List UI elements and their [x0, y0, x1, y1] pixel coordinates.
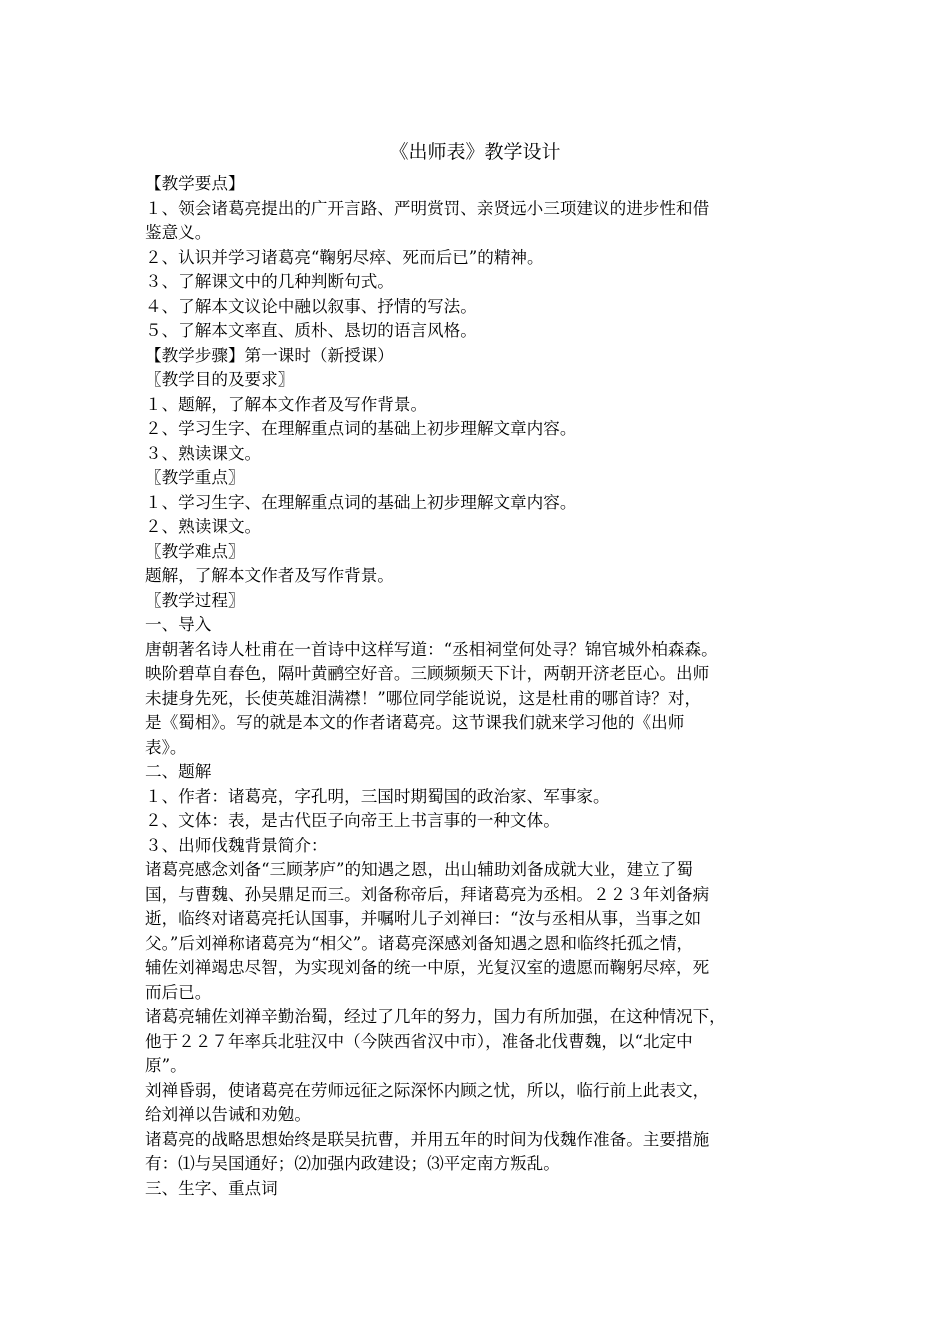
text-line: １、题解，了解本文作者及写作背景。	[145, 394, 428, 414]
text-line: 三、生字、重点词	[145, 1178, 278, 1198]
text-line: 鉴意义。	[145, 223, 212, 242]
text-line: ３、熟读课文。	[145, 443, 262, 463]
text-line: 〖教学过程〗	[145, 590, 245, 610]
text-line: 他于２２７年率兵北驻汉中（今陕西省汉中市），准备北伐曹魏，以“北定中	[145, 1031, 693, 1051]
text-line: １、学习生字、在理解重点词的基础上初步理解文章内容。	[145, 492, 577, 512]
text-line: 表》。	[145, 737, 187, 757]
text-line: 而后已。	[145, 982, 212, 1002]
text-line: 未捷身先死，长使英雄泪满襟！”哪位同学能说说，这是杜甫的哪首诗？对，	[145, 688, 702, 708]
text-line: 〖教学重点〗	[145, 468, 245, 487]
text-line: 【教学步骤】第一课时（新授课）	[145, 345, 394, 365]
text-line: ４、了解本文议论中融以叙事、抒情的写法。	[145, 296, 477, 316]
text-line: 是《蜀相》。写的就是本文的作者诸葛亮。这节课我们就来学习他的《出师	[145, 713, 685, 732]
text-line: ２、文体：表，是古代臣子向帝王上书言事的一种文体。	[145, 811, 560, 830]
text-line: 〖教学目的及要求〗	[145, 370, 295, 389]
text-line: 父。”后刘禅称诸葛亮为“相父”。诸葛亮深感刘备知遇之恩和临终托孤之情，	[145, 933, 694, 953]
text-line: 映阶碧草自春色，隔叶黄鹂空好音。三顾频频天下计，两朝开济老臣心。出师	[145, 664, 710, 683]
text-line: 题解，了解本文作者及写作背景。	[145, 566, 394, 585]
text-line: ２、学习生字、在理解重点词的基础上初步理解文章内容。	[145, 419, 577, 438]
text-line: 二、题解	[145, 762, 212, 781]
text-line: 逝，临终对诸葛亮托认国事，并嘱咐儿子刘禅曰：“汝与丞相从事，当事之如	[145, 909, 702, 928]
text-line: ５、了解本文率直、质朴、恳切的语言风格。	[145, 321, 477, 340]
document-title: 《出师表》教学设计	[389, 141, 561, 163]
text-line: 唐朝著名诗人杜甫在一首诗中这样写道：“丞相祠堂何处寻？锦官城外柏森森。	[145, 639, 718, 659]
text-line: 诸葛亮辅佐刘禅辛勤治蜀，经过了几年的努力，国力有所加强，在这种情况下，	[145, 1007, 726, 1026]
text-line: 有：⑴与吴国通好；⑵加强内政建设；⑶平定南方叛乱。	[145, 1154, 560, 1173]
text-line: １、领会诸葛亮提出的广开言路、严明赏罚、亲贤远小三项建议的进步性和借	[145, 198, 710, 218]
text-line: ３、了解课文中的几种判断句式。	[145, 272, 394, 291]
text-line: 诸葛亮的战略思想始终是联吴抗曹，并用五年的时间为伐魏作准备。主要措施	[145, 1129, 710, 1149]
text-line: 〖教学难点〗	[145, 541, 245, 561]
text-line: １、作者：诸葛亮，字孔明，三国时期蜀国的政治家、军事家。	[145, 786, 610, 806]
text-line: 【教学要点】	[145, 174, 245, 193]
text-line: 一、导入	[145, 615, 212, 634]
text-line: 原”。	[145, 1056, 187, 1075]
text-line: ２、认识并学习诸葛亮“鞠躬尽瘁、死而后已”的精神。	[145, 247, 544, 267]
text-line: 给刘禅以告诫和劝勉。	[145, 1105, 311, 1124]
text-line: 辅佐刘禅竭忠尽智，为实现刘备的统一中原，光复汉室的遗愿而鞠躬尽瘁，死	[145, 958, 710, 977]
text-line: ２、熟读课文。	[145, 517, 262, 536]
text-line: 刘禅昏弱，使诸葛亮在劳师远征之际深怀内顾之忧，所以，临行前上此表文，	[145, 1080, 710, 1100]
text-line: 诸葛亮感念刘备“三顾茅庐”的知遇之恩，出山辅助刘备成就大业，建立了蜀	[145, 860, 693, 879]
text-line: ３、出师伐魏背景简介：	[145, 835, 328, 855]
text-line: 国，与曹魏、孙吴鼎足而三。刘备称帝后，拜诸葛亮为丞相。２２３年刘备病	[145, 884, 710, 904]
document-body	[145, 172, 825, 1201]
